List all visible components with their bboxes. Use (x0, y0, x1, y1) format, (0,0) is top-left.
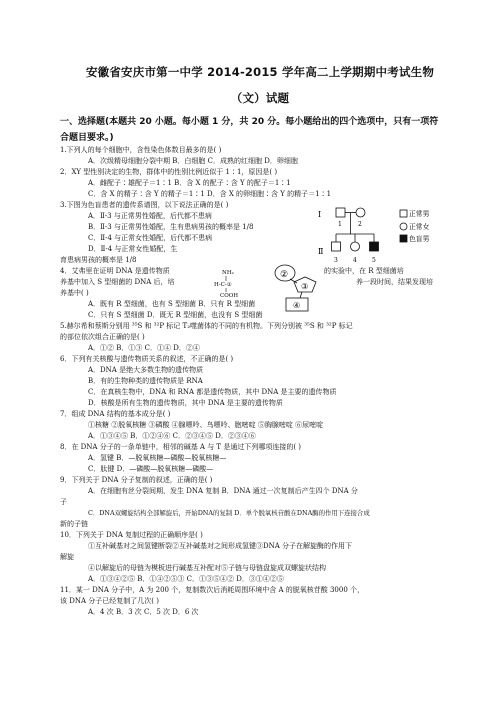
formula-amino: NH₂ (222, 270, 234, 276)
legend-normal-female: 正常女 (409, 223, 430, 231)
question-7: 7．组成 DNA 结构的基本成分是( ) (60, 410, 171, 418)
question-6-option-c: C．在真核生物中，DNA 和 RNA 都是遗传物质，其中 DNA 是主要的遗传物质 (88, 388, 337, 396)
question-4-cont2: 养基中( ) (60, 289, 89, 297)
question-7-items: ①核糖 ②脱氧核糖 ③磷酸 ④腺嘌呤、鸟嘌呤、胞嘧啶 ⑤胸腺嘧啶 ⑥尿嘧啶 (88, 421, 324, 429)
label-2: ② (280, 270, 289, 280)
question-10: 10．下列关于 DNA 复制过程的正确顺序是( ) (60, 531, 203, 539)
question-5-options: A．①② B．①③ C．①④ D．②④ (88, 344, 200, 352)
question-3: 3.下图为色盲患者的遗传系谱图，以下说法正确的是( ) (60, 201, 229, 209)
question-9: 9．下列关于 DNA 分子复制的叙述，正确的是( ) (60, 476, 213, 484)
question-5-cont: 的部位依次组合正确的是( ) (60, 333, 145, 341)
individual-3 (332, 242, 341, 251)
individual-3-id: 3 (334, 257, 338, 264)
question-1: 1.下列人的每个细胞中，含性染色体数目最多的是( ) (60, 146, 222, 154)
question-6-option-d: D．核酸是所有生物的遗传物质，其中 DNA 是主要的遗传物质 (88, 399, 283, 407)
question-4-right-1: 的实验中，在 R 型细菌培 (324, 267, 404, 275)
question-2-options-cd: C．含 X 的精子∶含 Y 的精子＝1∶1 D．含 X 的卵细胞∶含 Y 的精子＝1∶1 (88, 190, 332, 198)
individual-4 (351, 242, 360, 251)
question-5: 5.赫尔希和蔡斯分别用 ³⁵S 和 ³²P 标记 T₂噬菌体的不同的有机物。下列分别被 ³⁵S 和 ³²P 标记 (60, 322, 353, 330)
question-4-options-ab: A．既有 R 型细菌，也有 S 型细菌 B．只有 R 型细菌 (88, 300, 256, 308)
individual-5-id: 5 (372, 257, 376, 264)
label-3: ③ (301, 282, 309, 291)
question-10-items-2: ④以解旋后的母链为模板进行碱基互补配对⑤子链与母链盘旋成双螺旋状结构 (88, 564, 326, 572)
question-4: 4．艾弗里在证明 DNA 是遗传物质 (60, 267, 170, 275)
question-11-options: A．4 次 B．3 次 C．5 次 D．6 次 (88, 608, 199, 616)
question-11-cont: 该 DNA 分子已经复制了几次( ) (60, 597, 159, 605)
question-6: 6．下列有关核酸与遗传物质关系的叙述，不正确的是( ) (60, 355, 234, 363)
label-4: ④ (293, 301, 301, 310)
question-7-options: A．①③④⑤ B．①②④⑥ C．②③④⑤ D．②③④⑥ (88, 432, 256, 440)
individual-5 (370, 242, 379, 251)
question-1-options: A．次级精母细胞分裂中期 B．白细胞 C．成熟的红细胞 D．卵细胞 (88, 157, 298, 165)
individual-4-id: 4 (353, 257, 357, 264)
molecule-diagram (212, 262, 332, 320)
question-10-items-1: ①互补碱基对之间氢键断裂②互补碱基对之间形成氢键③DNA 分子在解旋酶的作用下 (88, 542, 353, 550)
legend-colorblind-male-icon (400, 235, 407, 242)
individual-1-id: 1 (338, 221, 342, 228)
formula-center: H-C-① (214, 282, 232, 288)
question-4-cont1: 养基中加入 S 型细菌的 DNA 后，培 (60, 278, 175, 286)
gen-2-label: Ⅱ (318, 247, 324, 256)
legend-colorblind-male: 色盲男 (409, 235, 430, 243)
legend-normal-male-icon (400, 210, 407, 217)
gen-1-label: Ⅰ (318, 210, 322, 219)
question-9-options-cd: C．DNA双螺旋结构全部解旋后，开始DNA的复制 D．单个脱氧核苷酸在DNA酶的作用下连接合成 (88, 509, 370, 517)
individual-1 (336, 208, 345, 217)
question-8-options-cd: C．肽键 D．—磷酸—脱氧核糖—磷酸— (88, 465, 214, 473)
question-3-option-c: C．Ⅱ-4 与正常女性婚配，后代都不患病 (88, 234, 213, 242)
question-2-options-ab: A．雌配子∶雄配子＝1∶1 B．含 X 的配子∶含 Y 的配子＝1∶1 (88, 179, 291, 187)
section-heading: 一、选择题(本题共 20 小题。每小题 1 分，共 20 分。每小题给出的四个选项中，只有一项符合题目要求。) (60, 117, 439, 143)
document-title: 安徽省安庆市第一中学 2014-2015 学年高二上学期期中考试生物 (85, 65, 435, 79)
question-8: 8．在 DNA 分子的一条单链中，相邻的碱基 A 与 T 是通过下列哪项连接的( ) (60, 443, 302, 451)
question-3-option-b: B．Ⅱ-3 与正常男性婚配，生有患病男孩的概率是 1/8 (88, 223, 254, 231)
question-4-options-cd: C．只有 S 型细菌 D．既无 R 型细菌，也没有 S 型细菌 (88, 311, 263, 319)
legend-normal-male: 正常男 (409, 210, 430, 218)
question-2: 2．XY 型性别决定的生物，群体中的性别比例近似于 1∶1，原因是( ) (60, 168, 278, 176)
individual-2-id: 2 (358, 221, 362, 228)
pedigree-diagram (316, 204, 438, 270)
question-8-options-ab: A．氢键 B．—脱氧核糖—磷酸—脱氧核糖— (88, 454, 227, 462)
question-3-option-a: A．Ⅱ-3 与正常男性婚配，后代都不患病 (88, 212, 212, 220)
individual-2 (356, 208, 365, 217)
question-9-options-ab-cont: 子 (60, 498, 67, 506)
question-9-options-ab: A．在细胞有丝分裂间期，发生 DNA 复制 B．DNA 通过一次复制后产生四个 DNA 分 (88, 487, 358, 495)
question-9-options-cd-cont: 新的子链 (60, 520, 88, 528)
document-title-suffix: （文）试题 (230, 91, 290, 105)
formula-carboxyl: COOH (220, 293, 239, 299)
question-11: 11．某一 DNA 分子中，A 为 200 个，复制数次后消耗周围环境中含 A 的脱氧核苷酸 3000 个， (60, 586, 365, 594)
question-4-right-2: 养一段时间，结果发现培 (356, 278, 433, 286)
question-10-items-1-cont: 解旋 (60, 553, 74, 561)
question-10-options: A．①③④②⑤ B．①④②⑤③ C．①③⑤④② D．③①④②⑤ (88, 575, 284, 583)
legend-normal-female-icon (400, 223, 407, 230)
question-3-option-d-cont: 育患病男孩的概率是 1/8 (60, 256, 137, 264)
question-6-option-b: B．有的生物种类的遗传物质是 RNA (88, 377, 203, 385)
question-6-option-a: A．DNA 是绝大多数生物的遗传物质 (88, 366, 204, 374)
question-3-option-d: D．Ⅱ-4 与正常女性婚配，生 (88, 245, 178, 253)
